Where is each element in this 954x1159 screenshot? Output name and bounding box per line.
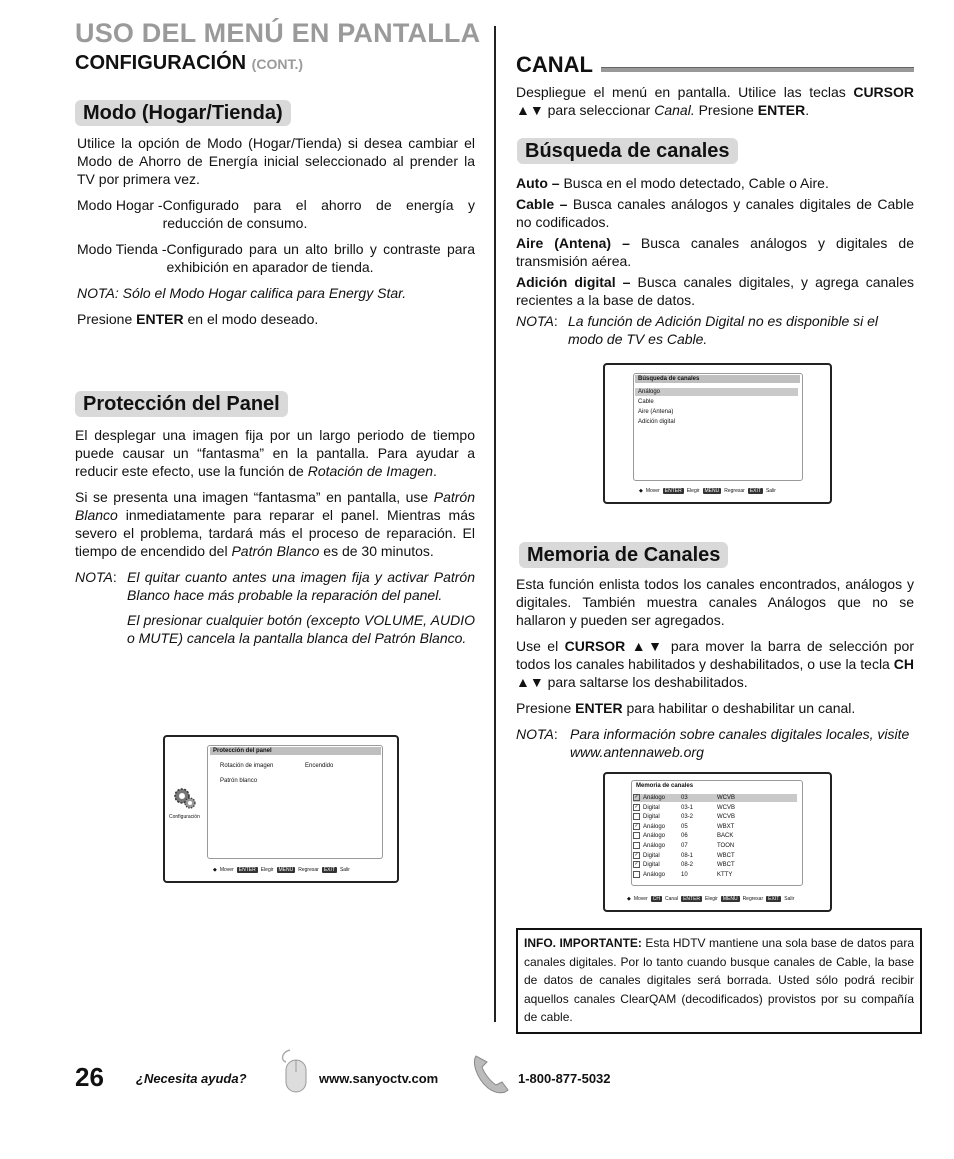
memory-channel-row[interactable] — [633, 794, 797, 802]
memoria-p1: Esta función enlista todos los canales encontrados, análogos y digitales. También muestra canales Análogos que no se hallaron y pueden ser agregados. — [516, 576, 914, 628]
busqueda-cable-desc: Busca canales análogos y canales digitales de Cable no codificados. — [516, 196, 914, 230]
memoria-p2-key2: CH ▲▼ — [516, 656, 914, 690]
foot-enter-key: ENTER — [683, 896, 701, 902]
foot-back: Regresar — [742, 896, 764, 902]
channel-type: Digital — [643, 814, 660, 821]
channel-type: Análogo — [643, 823, 666, 830]
canal-rule — [601, 67, 914, 72]
channel-type: Digital — [643, 852, 660, 859]
busqueda-auto — [516, 174, 914, 192]
channel-checkbox[interactable]: ✓ — [634, 794, 639, 800]
search-item-air[interactable]: Aire (Antena) — [638, 409, 674, 415]
proteccion-note2: El presionar cualquier botón (excepto VOLUME, AUDIO o MUTE) cancela la pantalla blanca del Patrón Blanco. — [127, 612, 475, 646]
proteccion-p1-b: . — [433, 463, 437, 479]
modo-tienda-term: Modo Tienda - — [77, 241, 167, 257]
proteccion-note1: NOTA: El quitar cuanto antes una imagen fija y activar Patrón Blanco hace más probable la reparación del panel. — [75, 569, 475, 603]
foot-exit: Salir — [339, 867, 350, 873]
channel-type: Análogo — [643, 843, 666, 850]
channel-number: 08-1 — [681, 852, 694, 859]
page-number: 26 — [75, 1062, 104, 1092]
memoria-section — [516, 575, 914, 761]
memory-channel-row[interactable] — [633, 804, 797, 812]
important-info-box — [516, 928, 922, 1034]
busqueda-adicion-term: Adición digital – — [516, 274, 638, 290]
channel-type: Digital — [643, 862, 660, 869]
modo-tienda-desc: Configurado para un alto brillo y contraste para exhibición en aparador de tienda. — [166, 241, 475, 275]
channel-number: 03-1 — [681, 804, 694, 811]
memoria-p2-key: CURSOR ▲▼ — [564, 638, 665, 654]
memoria-p2-b: para mover la barra de selección por todos los canales habilitados y deshabilitados, o use la tecla — [516, 638, 915, 672]
channel-name: WCVB — [717, 814, 735, 821]
channel-name: WCVB — [717, 804, 735, 811]
foot-exit-key: EXIT — [768, 896, 780, 902]
search-footer — [639, 488, 776, 494]
panel-footer — [213, 867, 350, 873]
memoria-note: NOTA: Para información sobre canales digitales locales, visite www.antennaweb.org — [516, 725, 914, 761]
channel-number: 05 — [681, 823, 688, 830]
busqueda-heading: Búsqueda de canales — [517, 138, 738, 164]
footer-help: ¿Necesita ayuda? — [136, 1071, 247, 1086]
channel-number: 08-2 — [681, 862, 694, 869]
channel-checkbox[interactable]: ✓ — [634, 851, 639, 858]
search-item-cable[interactable]: Cable — [638, 399, 654, 405]
busqueda-cable — [516, 195, 914, 231]
modo-intro: Utilice la opción de Modo (Hogar/Tienda) si desea cambiar el Modo de Ahorro de Energía inicial seleccionado al prender la TV por primera vez. — [77, 135, 475, 187]
channel-name: BACK — [717, 833, 734, 840]
modo-note — [77, 284, 475, 302]
updown-icon: ◆ — [639, 488, 643, 494]
column-divider — [494, 26, 496, 1022]
memoria-note-text: Para información sobre canales digitales locales, visite www.antennaweb.org — [570, 726, 910, 760]
memoria-p2-c: para saltarse los deshabilitados. — [543, 674, 748, 690]
channel-search-screenshot — [603, 363, 832, 504]
channel-name: WBCT — [717, 862, 735, 869]
canal-intro — [516, 83, 914, 119]
config-side-label: Configuración — [169, 814, 200, 820]
channel-name: WBXT — [717, 823, 735, 830]
channel-checkbox[interactable]: ✓ — [634, 803, 639, 810]
info-label: INFO. IMPORTANTE: — [524, 936, 642, 950]
memoria-heading: Memoria de Canales — [519, 542, 728, 568]
panel-row-white-pattern[interactable]: Patrón blanco — [220, 778, 258, 784]
channel-checkbox[interactable] — [633, 832, 640, 839]
foot-ch-key: CH — [652, 896, 660, 902]
proteccion-p1-a: El desplegar una imagen fija por un largo periodo de tiempo puede causar un “fantasma” en la pantalla. Para ayudar a reducir este efecto, use la función de — [75, 427, 475, 479]
info-text: Esta HDTV mantiene una sola base de datos para canales digitales. Por lo tanto cuando busque canales de Cable, la base de datos de canales digitales será borrada. Usted sólo podrá recibir aquellos canales ClearQAM (decodificados) provistos por su compañía de cable. — [524, 936, 914, 1024]
foot-choose: Elegir — [260, 867, 274, 873]
proteccion-p2-italic1: Patrón Blanco — [75, 489, 475, 523]
foot-move: Mover — [219, 867, 234, 873]
memoria-p3-b: para habilitar o deshabilitar un canal. — [622, 700, 856, 716]
channel-name: KTTY — [717, 871, 733, 878]
proteccion-p1-italic: Rotación de Imagen — [307, 463, 434, 479]
canal-intro-a: Despliegue el menú en pantalla. Utilice las teclas — [516, 84, 854, 100]
memoria-p2-a: Use el — [516, 638, 565, 654]
canal-intro-key2: ENTER — [757, 102, 806, 118]
channel-type: Análogo — [643, 833, 666, 840]
phone-icon — [470, 1052, 512, 1096]
memory-channel-row[interactable] — [633, 813, 797, 821]
note-label: NOTA — [516, 313, 554, 329]
canal-intro-d: . — [805, 102, 810, 118]
foot-exit-key: EXIT — [749, 488, 761, 494]
memoria-p3-key: ENTER — [575, 700, 623, 716]
foot-back: Regresar — [724, 488, 745, 494]
busqueda-adicion-desc: Busca canales digitales, y agrega canales recientes a la base de datos. — [516, 274, 914, 308]
channel-name: WBCT — [717, 852, 735, 859]
modo-hogar-def — [77, 196, 475, 232]
proteccion-heading: Protección del Panel — [75, 391, 288, 417]
proteccion-p2-italic2: Patrón Blanco — [231, 543, 320, 559]
channel-type: Análogo — [643, 795, 666, 802]
canal-intro-italic: Canal. — [654, 102, 695, 118]
footer-phone: 1-800-877-5032 — [518, 1071, 611, 1086]
memoria-p2 — [516, 637, 914, 691]
foot-move: Mover — [645, 488, 660, 494]
busqueda-aire-term: Aire (Antena) – — [516, 235, 641, 251]
note-label: NOTA — [516, 726, 554, 742]
memory-channel-row[interactable] — [633, 832, 797, 840]
memory-channel-row[interactable] — [633, 842, 797, 850]
foot-exit: Salir — [784, 896, 795, 902]
memory-channel-row[interactable] — [633, 861, 797, 869]
canal-intro-c: Presione — [694, 102, 758, 118]
channel-name: TOON — [717, 843, 735, 850]
channel-checkbox[interactable]: ✓ — [634, 861, 639, 868]
memoria-p3-a: Presione — [516, 700, 576, 716]
canal-heading: CANAL — [516, 52, 593, 77]
modo-section — [77, 134, 475, 328]
proteccion-section — [75, 426, 475, 647]
search-menu-header: Búsqueda de canales — [635, 375, 800, 383]
busqueda-aire — [516, 234, 914, 270]
busqueda-note-text: La función de Adición Digital no es disponible si el modo de TV es Cable. — [568, 313, 879, 347]
memory-footer — [627, 896, 794, 902]
modo-press-post: en el modo deseado. — [183, 311, 319, 327]
modo-press-key: ENTER — [136, 311, 184, 327]
channel-memory-screenshot — [603, 772, 832, 912]
foot-enter-key: ENTER — [664, 488, 682, 494]
foot-move: Mover — [633, 896, 648, 902]
foot-exit-key: EXIT — [323, 867, 335, 873]
proteccion-p1 — [75, 426, 475, 480]
modo-heading: Modo (Hogar/Tienda) — [75, 100, 291, 126]
search-item-digital-add[interactable]: Adición digital — [638, 419, 676, 425]
busqueda-section — [516, 174, 914, 348]
foot-choose: Elegir — [705, 896, 718, 902]
panel-row-rotation[interactable]: Rotación de imagen — [220, 763, 274, 769]
channel-number: 03-2 — [681, 814, 694, 821]
proteccion-p2-c: es de 30 minutos. — [319, 543, 434, 559]
foot-exit: Salir — [765, 488, 776, 494]
foot-back: Regresar — [298, 867, 319, 873]
modo-hogar-desc: Configurado para el ahorro de energía y reducción de consumo. — [162, 197, 475, 231]
foot-menu-key: MENU — [722, 896, 738, 902]
channel-checkbox[interactable] — [633, 813, 640, 820]
proteccion-p2 — [75, 488, 475, 560]
channel-number: 06 — [681, 833, 688, 840]
modo-tienda-def — [77, 240, 475, 276]
foot-enter-key: ENTER — [238, 867, 256, 873]
panel-row-rotation-value: Encendido — [305, 763, 334, 769]
modo-press — [77, 310, 475, 328]
channel-checkbox[interactable] — [633, 842, 640, 849]
proteccion-note1-text: El quitar cuanto antes una imagen fija y activar Patrón Blanco hace más probable la reparación del panel. — [127, 569, 475, 603]
memoria-p3 — [516, 699, 914, 717]
memory-channel-row[interactable] — [633, 823, 797, 831]
note-label: NOTA — [77, 285, 115, 301]
search-item-analog[interactable]: Análogo — [635, 388, 798, 396]
subtitle-text: CONFIGURACIÓN — [75, 52, 247, 74]
channel-name: WCVB — [717, 795, 735, 802]
channel-type: Análogo — [643, 871, 666, 878]
busqueda-cable-term: Cable – — [516, 196, 573, 212]
channel-type: Digital — [643, 804, 660, 811]
note-label: NOTA — [75, 569, 113, 585]
channel-checkbox[interactable] — [633, 871, 640, 878]
channel-number: 07 — [681, 843, 688, 850]
panel-protection-screenshot — [163, 735, 399, 883]
page-title: USO DEL MENÚ EN PANTALLA — [75, 18, 481, 48]
proteccion-p2-a: Si se presenta una imagen “fantasma” en pantalla, use — [75, 489, 434, 505]
modo-press-pre: Presione — [77, 311, 137, 327]
mouse-icon — [276, 1048, 310, 1094]
canal-intro-key: CURSOR ▲▼ — [516, 84, 914, 118]
panel-menu-header: Protección del panel — [210, 747, 381, 755]
busqueda-auto-desc: Busca en el modo detectado, Cable o Aire. — [563, 175, 829, 191]
foot-channel: Canal — [665, 896, 679, 902]
memory-channel-row[interactable] — [633, 871, 797, 879]
proteccion-p2-b: inmediatamente para reparar el panel. Mientras más severo el problema, tardará más el proceso de reparación. El tiempo de encendido del — [75, 507, 475, 559]
modo-hogar-term: Modo Hogar - — [77, 197, 163, 213]
modo-note-text: : Sólo el Modo Hogar califica para Energy Star. — [114, 285, 407, 301]
canal-intro-b: para seleccionar — [543, 102, 655, 118]
gear-icon — [171, 785, 197, 811]
section-subtitle — [75, 52, 303, 75]
busqueda-note: NOTA: La función de Adición Digital no es disponible si el modo de TV es Cable. — [516, 312, 914, 348]
updown-icon: ◆ — [213, 867, 217, 873]
footer-website[interactable]: www.sanyoctv.com — [319, 1071, 439, 1086]
foot-menu-key: MENU — [704, 488, 720, 494]
memory-menu-header: Memoria de canales — [636, 783, 694, 789]
memory-channel-row[interactable] — [633, 852, 797, 860]
updown-icon: ◆ — [627, 896, 631, 902]
subtitle-cont: (CONT.) — [251, 56, 303, 72]
busqueda-auto-term: Auto – — [516, 175, 564, 191]
channel-number: 10 — [681, 871, 688, 878]
busqueda-adicion — [516, 273, 914, 309]
channel-checkbox[interactable]: ✓ — [634, 822, 639, 829]
foot-menu-key: MENU — [278, 867, 294, 873]
busqueda-aire-desc: Busca canales análogos y digitales de transmisión aérea. — [516, 235, 914, 269]
foot-choose: Elegir — [686, 488, 700, 494]
channel-number: 03 — [681, 795, 688, 802]
